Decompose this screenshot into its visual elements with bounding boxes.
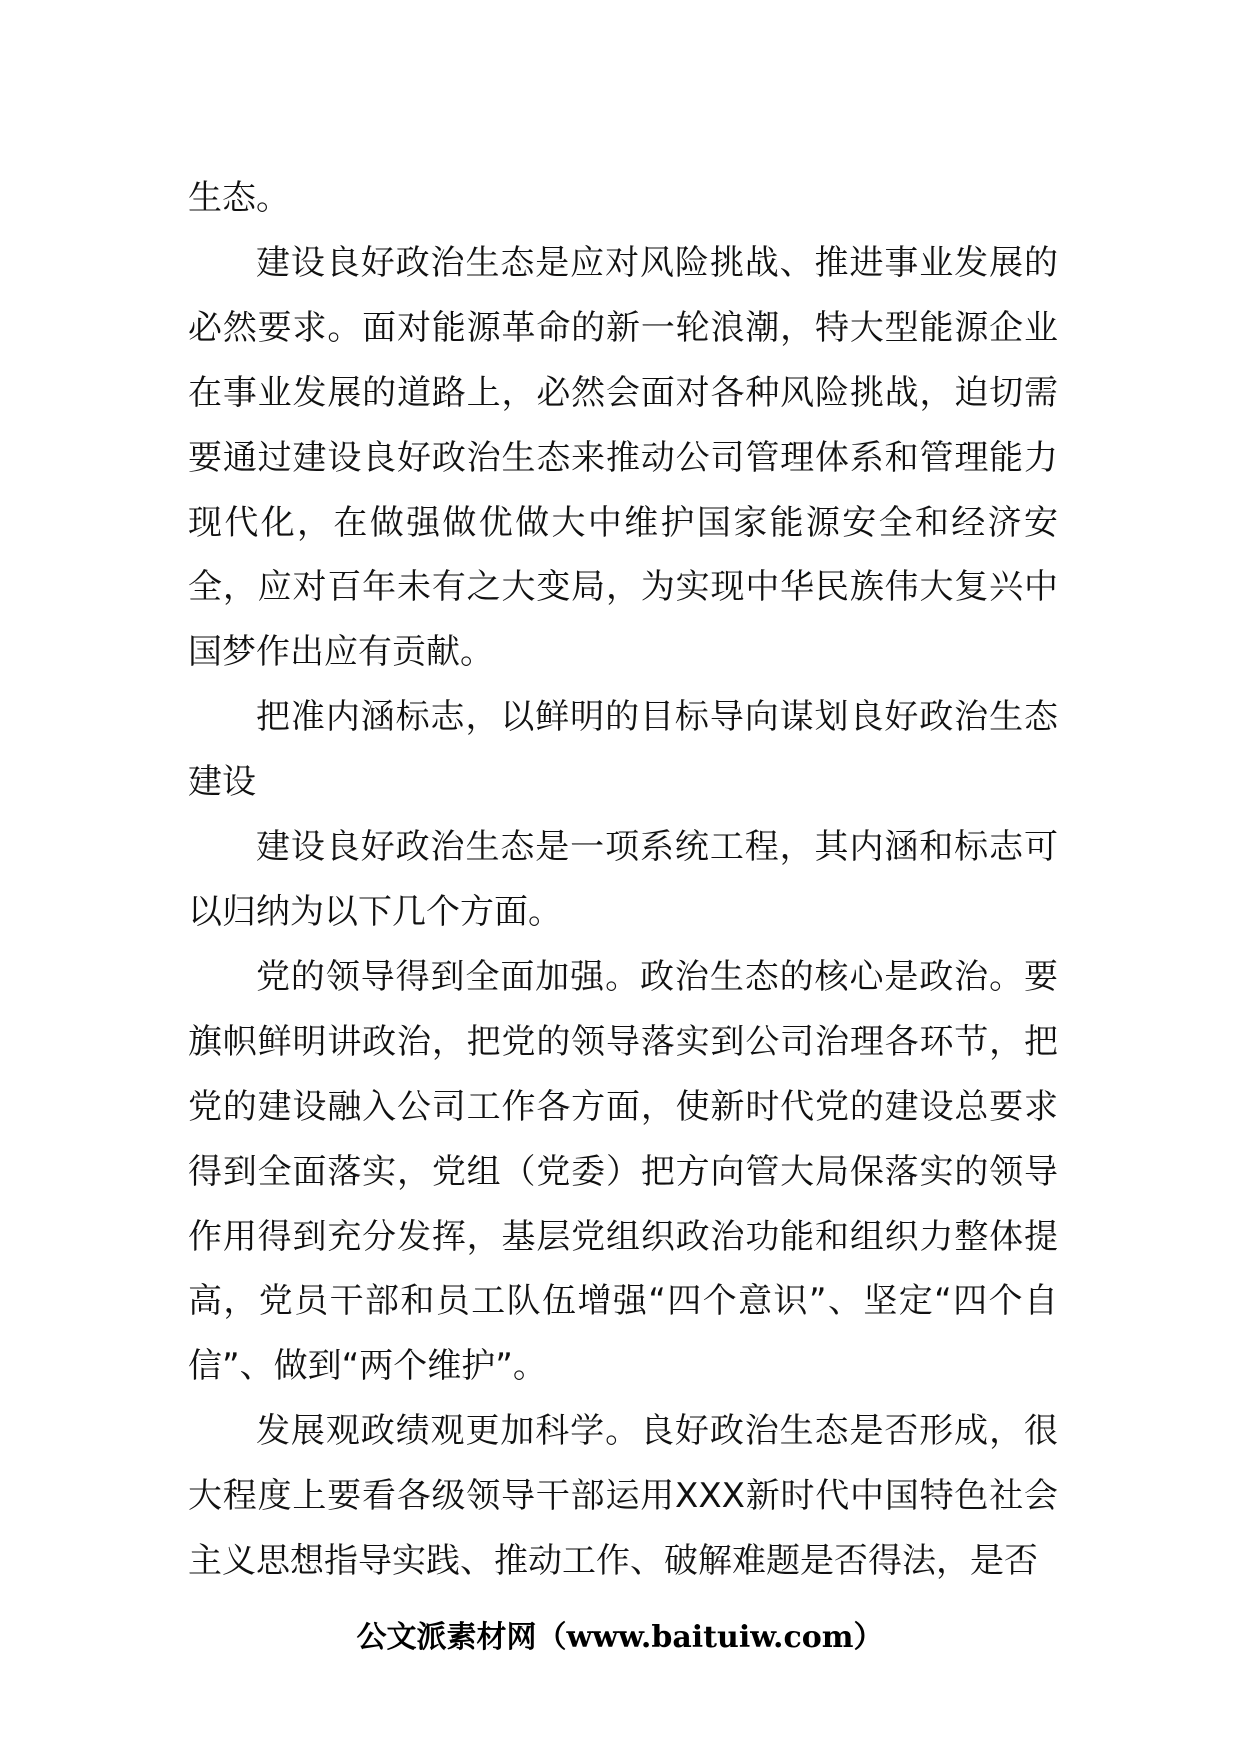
section-heading: 把准内涵标志，以鲜明的目标导向谋划良好政治生态建设: [188, 697, 1058, 803]
document-body: [188, 166, 1058, 1594]
paragraph-5: 发展观政绩观更加科学。良好政治生态是否形成，很大程度上要看各级领导干部运用XXX新时代中国特色社会主义思想指导实践、推动工作、破解难题是否得法，是否: [188, 1411, 1058, 1582]
page-footer-watermark: 公文派素材网（www.baituiw.com）: [356, 1620, 884, 1655]
paragraph-1: 生态。: [188, 178, 290, 218]
paragraph-3: 建设良好政治生态是一项系统工程，其内涵和标志可以归纳为以下几个方面。: [188, 827, 1058, 932]
paragraph-2: 建设良好政治生态是应对风险挑战、推进事业发展的必然要求。面对能源革命的新一轮浪潮，特大型能源企业在事业发展的道路上，必然会面对各种风险挑战，迫切需要通过建设良好政治生态来推动公司管理体系和管理能力现代化，在做强做优做大中维护国家能源安全和经济安全，应对百年未有之大变局，为实现中华民族伟大复兴中国梦作出应有贡献。: [188, 242, 1058, 673]
paragraph-4: 党的领导得到全面加强。政治生态的核心是政治。要旗帜鲜明讲政治，把党的领导落实到公司治理各环节，把党的建设融入公司工作各方面，使新时代党的建设总要求得到全面落实，党组（党委）把方向管大局保落实的领导作用得到充分发挥，基层党组织政治功能和组织力整体提高，党员干部和员工队伍增强“四个意识”、坚定“四个自信”、做到“两个维护”。: [188, 956, 1058, 1387]
